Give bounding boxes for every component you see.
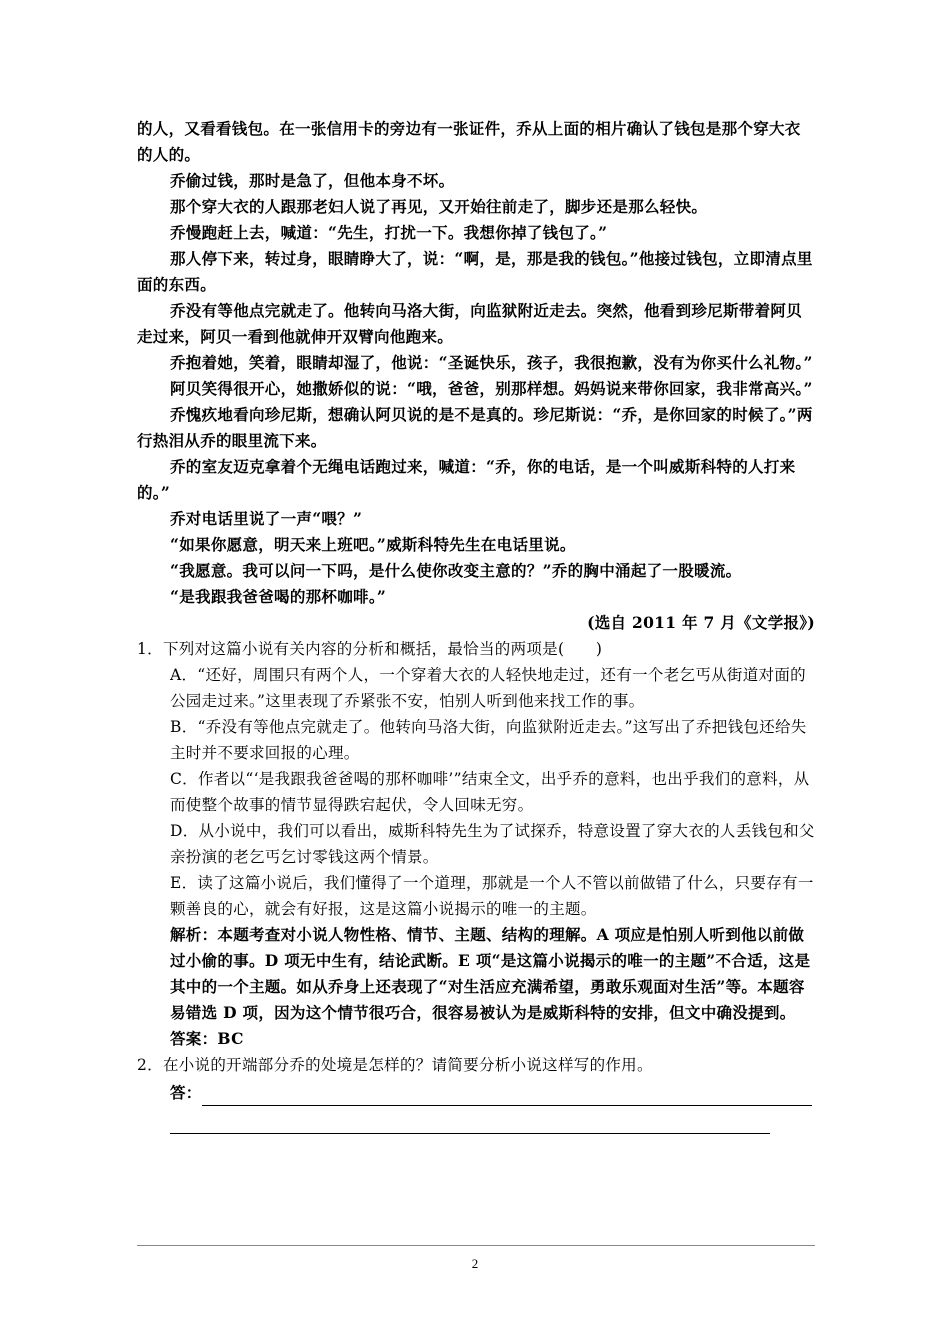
answer-blank-line[interactable] [170,1133,770,1134]
story-paragraph: 那人停下来，转过身，眼睛睁大了，说：“啊，是，那是我的钱包。”他接过钱包，立即清点里面的东西。 [137,249,813,294]
page-number: 2 [471,1256,479,1271]
analysis: 解析：本题考查对小说人物性格、情节、主题、结构的理解。A 项应是怕别人听到他以前做过小偷的事。D 项无中生有，结论武断。E 项“是这篇小说揭示的唯一的主题”不合适，这是其中的一个主题。如从乔身上还表现了“对生活应充满希望，勇敢乐观面对生活”等。本题容易错选 D 项，因为这个情节很巧合，很容易被认为是威斯科特的安排，但文中确没提到。 [170,925,811,1022]
answer-blank-line[interactable] [202,1105,812,1106]
option-e: E．读了这篇小说后，我们懂得了一个道理，那就是一个人不管以前做错了什么，只要存有一颗善良的心，就会有好报，这是这篇小说揭示的唯一的主题。 [170,874,814,918]
question-2-stem: 2．在小说的开端部分乔的处境是怎样的？请简要分析小说这样写的作用。 [137,1056,653,1074]
option-c: C．作者以“‘是我跟我爸爸喝的那杯咖啡’”结束全文，出乎乔的意料，也出乎我们的意料，从而使整个故事的情节显得跌宕起伏，令人回味无穷。 [170,770,810,814]
story-paragraph: 的人，又看看钱包。在一张信用卡的旁边有一张证件，乔从上面的相片确认了钱包是那个穿大衣的人的。 [137,119,801,164]
story-paragraph: 乔抱着她，笑着，眼睛却湿了，他说：“圣诞快乐，孩子，我很抱歉，没有为你买什么礼物。” [170,353,813,372]
story-paragraph: 乔对电话里说了一声“喂？” [170,509,363,528]
source-citation: (选自 2011 年 7 月《文学报》) [587,613,815,632]
option-b: B．“乔没有等他点完就走了。他转向马洛大街，向监狱附近走去。”这写出了乔把钱包还给失主时并不要求回报的心理。 [170,718,807,762]
story-paragraph: 乔的室友迈克拿着个无绳电话跑过来，喊道：“乔，你的电话，是一个叫威斯科特的人打来的。” [137,457,796,502]
story-paragraph: 乔慢跑赶上去，喊道：“先生，打扰一下。我想你掉了钱包了。” [170,223,608,242]
story-paragraph: 乔偷过钱，那时是急了，但他本身不坏。 [170,171,455,190]
answer: 答案：BC [170,1029,244,1048]
answer-label: 答： [170,1083,202,1102]
story-paragraph: 乔没有等他点完就走了。他转向马洛大街，向监狱附近走去。突然，他看到珍尼斯带着阿贝走过来，阿贝一看到他就伸开双臂向他跑来。 [137,301,803,346]
story-paragraph: “如果你愿意，明天来上班吧。”威斯科特先生在电话里说。 [170,535,576,554]
option-d: D．从小说中，我们可以看出，威斯科特先生为了试探乔，特意设置了穿大衣的人丢钱包和父亲扮演的老乞丐乞讨零钱这两个情景。 [170,822,815,866]
story-text [137,116,815,610]
story-paragraph: 阿贝笑得很开心，她撒娇似的说：“哦，爸爸，别那样想。妈妈说来带你回家，我非常高兴。” [170,379,813,398]
story-paragraph: 那个穿大衣的人跟那老妇人说了再见，又开始往前走了，脚步还是那么轻快。 [170,197,708,216]
story-paragraph: 乔愧疚地看向珍尼斯，想确认阿贝说的是不是真的。珍尼斯说：“乔，是你回家的时候了。”两行热泪从乔的眼里流下来。 [137,405,813,450]
question-1-stem: 1．下列对这篇小说有关内容的分析和概括，最恰当的两项是( ) [137,640,603,658]
question-1 [137,636,815,1052]
footer-divider [137,1245,815,1246]
answer-line-row [137,1078,815,1106]
document-page [137,116,815,1134]
answer-line-row [137,1106,815,1134]
question-2 [137,1052,815,1134]
option-a: A．“还好，周围只有两个人，一个穿着大衣的人轻快地走过，还有一个老乞丐从街道对面的公园走过来。”这里表现了乔紧张不安，怕别人听到他来找工作的事。 [170,666,806,710]
story-paragraph: “我愿意。我可以问一下吗，是什么使你改变主意的？”乔的胸中涌起了一股暖流。 [170,561,742,580]
story-paragraph: “是我跟我爸爸喝的那杯咖啡。” [170,587,387,606]
